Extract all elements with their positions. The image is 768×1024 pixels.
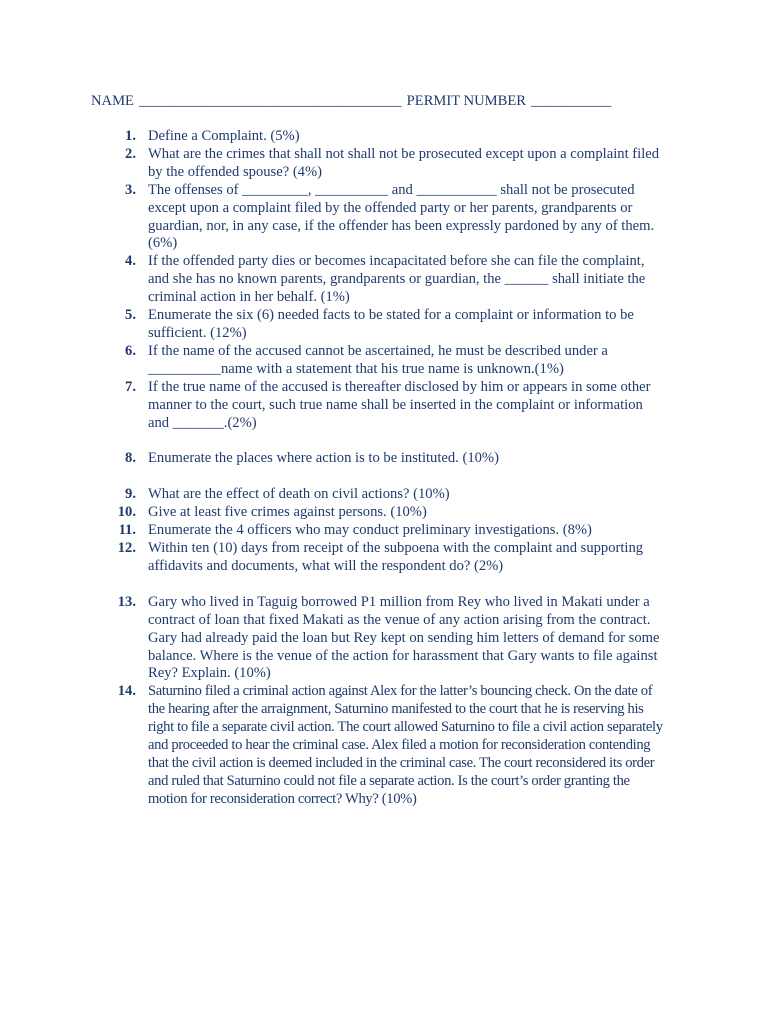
question-number: 13. xyxy=(117,593,136,610)
question-item-5 xyxy=(104,307,664,343)
question-item-13 xyxy=(104,594,664,684)
question-number: 11. xyxy=(118,522,136,539)
question-item-6 xyxy=(104,343,664,379)
name-label: NAME xyxy=(91,93,134,109)
question-number: 2. xyxy=(125,145,136,162)
question-text: The offenses of _________, __________ and ___________ shall not be prosecuted except upon a complaint filed by the offended party or her parents, grandparents or guardian, nor, in any case, if the offender has been expressly pardoned by any of them. (6%) xyxy=(148,181,655,252)
question-item-8 xyxy=(104,450,664,468)
question-number: 9. xyxy=(125,486,136,503)
question-text: Saturnino filed a criminal action against Alex for the latter’s bouncing check. On the date of the hearing after the arraignment, Saturnino manifested to the court that he is reserving his right to file a separate civil action. The court allowed Saturnino to file a civil action separately and proceeded to hear the criminal case. Alex filed a motion for reconsideration contending that the civil action is deemed included in the criminal case. The court reconsidered its order and ruled that Saturnino could not file a separate action. Is the court’s order granting the motion for reconsideration correct? Why? (10%) xyxy=(148,683,663,807)
question-item-4 xyxy=(104,253,664,307)
question-number: 10. xyxy=(117,504,136,521)
question-text: Within ten (10) days from receipt of the subpoena with the complaint and supporting affidavits and documents, what will the respondent do? (2%) xyxy=(148,540,644,574)
question-number: 6. xyxy=(125,342,136,359)
exam-header xyxy=(91,92,611,110)
name-blank: ____________________________________ xyxy=(138,93,402,109)
question-number: 1. xyxy=(125,128,136,144)
question-item-10 xyxy=(104,504,664,522)
question-item-9 xyxy=(104,486,664,504)
question-text: What are the crimes that shall not shall not be prosecuted except upon a complaint filed by the offended spouse? (4%) xyxy=(148,145,660,180)
question-number: 7. xyxy=(125,378,136,395)
question-text: What are the effect of death on civil actions? (10%) xyxy=(148,486,450,503)
question-item-1 xyxy=(104,128,664,146)
question-number: 14. xyxy=(117,683,136,700)
question-number: 5. xyxy=(125,307,136,324)
question-list xyxy=(104,128,664,809)
question-item-12 xyxy=(104,540,664,576)
question-item-11 xyxy=(104,522,664,540)
question-text: Enumerate the places where action is to be instituted. (10%) xyxy=(148,450,499,467)
question-number: 12. xyxy=(117,540,136,557)
permit-number-label: PERMIT NUMBER xyxy=(406,93,527,109)
question-number: 4. xyxy=(125,253,136,270)
question-number: 3. xyxy=(125,181,136,198)
question-text: If the offended party dies or becomes incapacitated before she can file the complaint, and she has no known parents, grandparents or guardian, the ______ shall initiate the criminal action in her behalf. (1%) xyxy=(148,253,646,306)
question-item-3 xyxy=(104,182,664,254)
question-text: Give at least five crimes against persons. (10%) xyxy=(148,504,427,521)
question-item-7 xyxy=(104,379,664,433)
question-text: Gary who lived in Taguig borrowed P1 million from Rey who lived in Makati under a contract of loan that fixed Makati as the venue of any action arising from the contract. Gary had already paid the loan but Rey kept on sending him letters of demand for some balance. Where is the venue of the action for harassment that Gary wants to file against Rey? Explain. (10%) xyxy=(148,593,660,682)
question-number: 8. xyxy=(125,450,136,467)
question-text: If the true name of the accused is thereafter disclosed by him or appears in some other manner to the court, such true name shall be inserted in the complaint or information and _______.(2%) xyxy=(148,378,651,431)
question-text: Define a Complaint. (5%) xyxy=(148,128,300,144)
permit-number-blank: ___________ xyxy=(531,93,612,109)
question-text: Enumerate the 4 officers who may conduct preliminary investigations. (8%) xyxy=(148,522,592,539)
question-item-2 xyxy=(104,146,664,182)
question-text: If the name of the accused cannot be ascertained, he must be described under a __________name with a statement that his true name is unknown.(1%) xyxy=(148,342,608,377)
question-item-14 xyxy=(104,683,664,808)
question-text: Enumerate the six (6) needed facts to be stated for a complaint or information to be sufficient. (12%) xyxy=(148,307,634,341)
